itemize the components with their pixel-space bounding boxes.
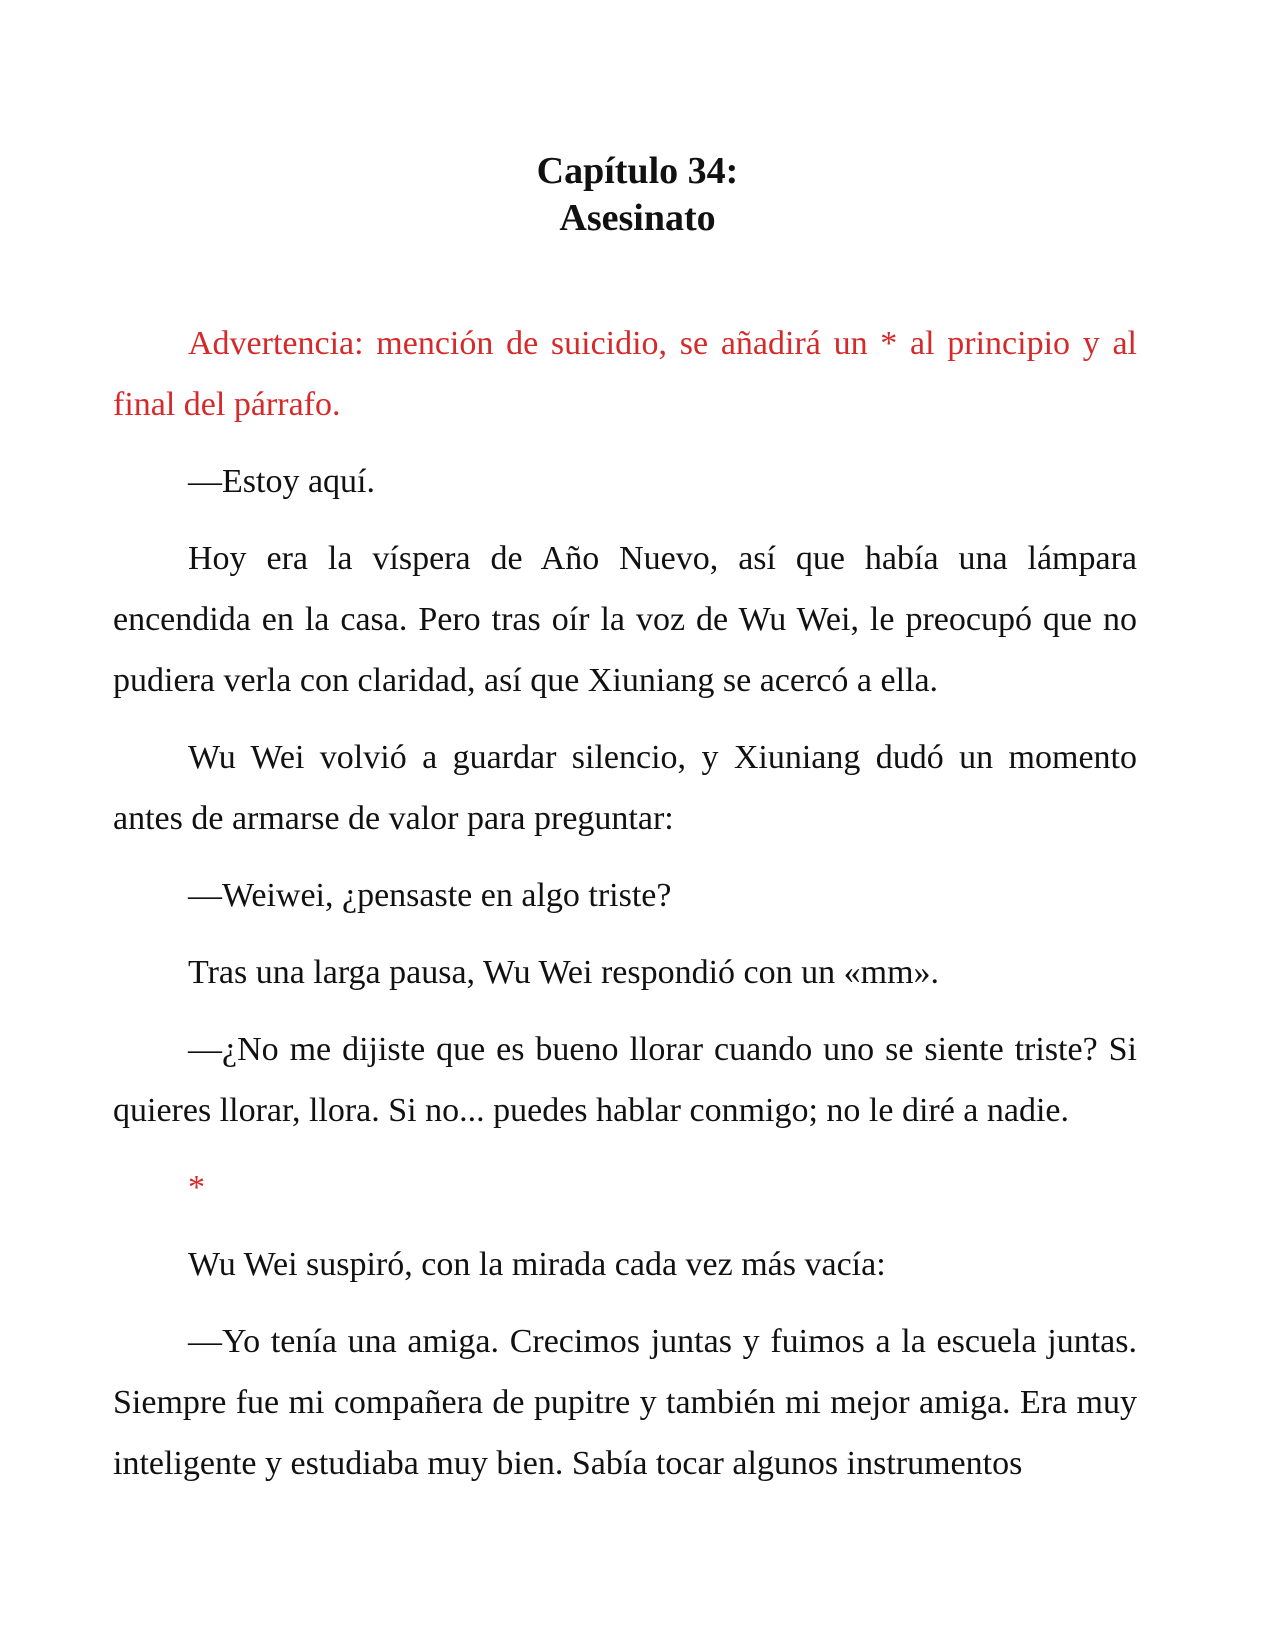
content-warning: Advertencia: mención de suicidio, se añadirá un * al principio y al final del párrafo.: [113, 325, 1137, 423]
paragraph: —Weiwei, ¿pensaste en algo triste?: [188, 877, 672, 914]
paragraph: —Yo tenía una amiga. Crecimos juntas y fuimos a la escuela juntas. Siempre fue mi compañera de pupitre y también mi mejor amiga. Era muy inteligente y estudiaba muy bien. Sabía tocar algunos instrumentos: [113, 1323, 1137, 1482]
chapter-number: Capítulo 34:: [536, 150, 739, 192]
chapter-body: [113, 313, 1137, 1510]
paragraph: Tras una larga pausa, Wu Wei respondió con un «mm».: [188, 954, 940, 991]
paragraph: Hoy era la víspera de Año Nuevo, así que había una lámpara encendida en la casa. Pero tras oír la voz de Wu Wei, le preocupó que no pudiera verla con claridad, así que Xiuniang se acercó a ella.: [113, 540, 1137, 699]
paragraph: —¿No me dijiste que es bueno llorar cuando uno se siente triste? Si quieres llorar, llora. Si no... puedes hablar conmigo; no le diré a nadie.: [113, 1031, 1137, 1129]
paragraph: Wu Wei suspiró, con la mirada cada vez más vacía:: [188, 1246, 886, 1283]
warning-marker: *: [188, 1169, 205, 1206]
paragraph: Wu Wei volvió a guardar silencio, y Xiuniang dudó un momento antes de armarse de valor para preguntar:: [113, 739, 1137, 837]
chapter-title: Asesinato: [559, 197, 716, 239]
chapter-heading: [0, 148, 1275, 242]
paragraph: —Estoy aquí.: [188, 463, 375, 500]
